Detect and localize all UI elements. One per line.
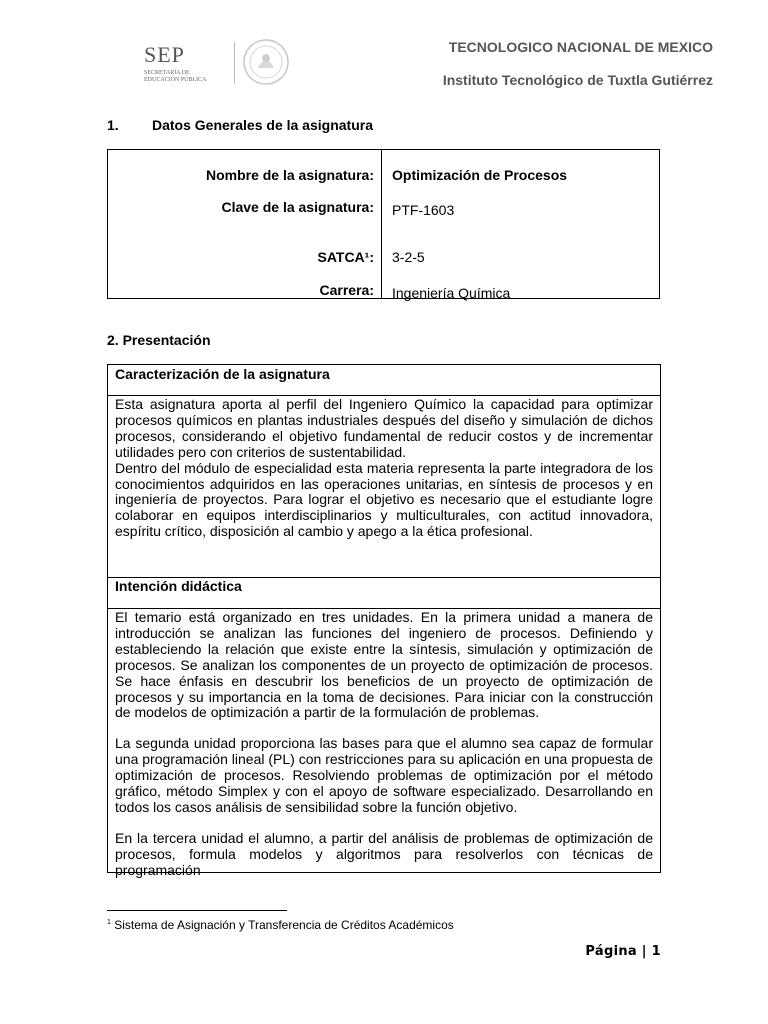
subject-code-value: PTF-1603 xyxy=(392,202,455,218)
subject-name-label: Nombre de la asignatura: xyxy=(205,167,374,183)
section2-title: 2. Presentación xyxy=(107,332,211,348)
satca-value: 3-2-5 xyxy=(392,249,425,265)
characterization-header-row xyxy=(108,365,660,396)
characterization-paragraph-2: Dentro del módulo de especialidad esta materia representa la parte integradora de los conocimientos adquiridos en las operaciones unitarias, en síntesis de procesos y en ingeniería de proyectos. Para lograr el objetivo es necesario que el estudiante logre colaborar en equipos interdisciplinarios y multiculturales, con actitud innovadora, espíritu crítico, disposición al cambio y apego a la ética profesional. xyxy=(115,459,653,540)
footnote-marker: 1 xyxy=(107,919,111,926)
presentation-table xyxy=(107,364,661,878)
institution-name: TECNOLOGICO NACIONAL DE MEXICO xyxy=(448,39,713,55)
section1-title: Datos Generales de la asignatura xyxy=(152,117,373,133)
campus-name: Instituto Tecnológico de Tuxtla Gutiérrez xyxy=(442,72,713,88)
didactic-intent-title: Intención didáctica xyxy=(115,578,242,594)
subject-code-label: Clave de la asignatura: xyxy=(221,199,374,215)
page-number: Página | 1 xyxy=(585,944,661,959)
national-seal-icon xyxy=(242,38,290,86)
footnote-text: Sistema de Asignación y Transferencia de Créditos Académicos xyxy=(114,918,454,932)
footnote xyxy=(107,918,454,932)
table-divider xyxy=(381,150,382,298)
career-value: Ingeniería Química xyxy=(392,285,511,301)
didactic-intent-paragraph-1: El temario está organizado en tres unidades. En la primera unidad a manera de introducción se analizan las funciones del ingeniero de procesos. Definiendo y estableciendo la relación que existe entre la síntesis, simulación y optimización de procesos. Se analizan los componentes de un proyecto de optimización de procesos. Se hace énfasis en descubrir los beneficios de un proyecto de optimización de procesos y su importancia en la toma de decisiones. Para iniciar con la construcción de modelos de optimización a partir de la formulación de problemas. xyxy=(115,609,653,721)
didactic-intent-text xyxy=(115,610,653,879)
didactic-intent-paragraph-2: La segunda unidad proporciona las bases para que el alumno sea capaz de formular una programación lineal (PL) con restricciones para su aplicación en una propuesta de optimización de procesos. Resolviendo problemas de optimización por el método gráfico, método Simplex y con el apoyo de software especializado. Desarrollando en todos los casos análisis de sensibilidad sobre la función objetivo. xyxy=(115,735,653,815)
characterization-title: Caracterización de la asignatura xyxy=(115,366,330,382)
logo-divider xyxy=(234,42,235,84)
general-data-table xyxy=(107,149,660,299)
didactic-intent-paragraph-3: En la tercera unidad el alumno, a partir del análisis de problemas de optimización de procesos, formula modelos y algoritmos para resolverlos con técnicas de programación xyxy=(115,829,653,878)
subject-name-value: Optimización de Procesos xyxy=(392,167,568,183)
sep-logo-text: SEP xyxy=(144,42,185,67)
footnote-rule xyxy=(107,910,287,911)
satca-label: SATCA¹: xyxy=(317,249,374,265)
didactic-intent-header-row xyxy=(108,578,660,609)
sep-logo xyxy=(138,38,298,88)
sep-logo-subtext: SECRETARÍA DE EDUCACIÓN PÚBLICA xyxy=(144,70,207,83)
characterization-paragraph-1: Esta asignatura aporta al perfil del Ingeniero Químico la capacidad para optimizar procesos químicos en plantas industriales después del diseño y simulación de dichos procesos, considerando el objetivo fundamental de reducir costos y de incrementar utilidades pero con criterios de sustentabilidad. xyxy=(115,396,653,460)
characterization-text xyxy=(115,397,653,540)
career-label: Carrera: xyxy=(319,282,374,298)
section1-number: 1. xyxy=(107,117,119,133)
characterization-body-row xyxy=(108,396,660,578)
